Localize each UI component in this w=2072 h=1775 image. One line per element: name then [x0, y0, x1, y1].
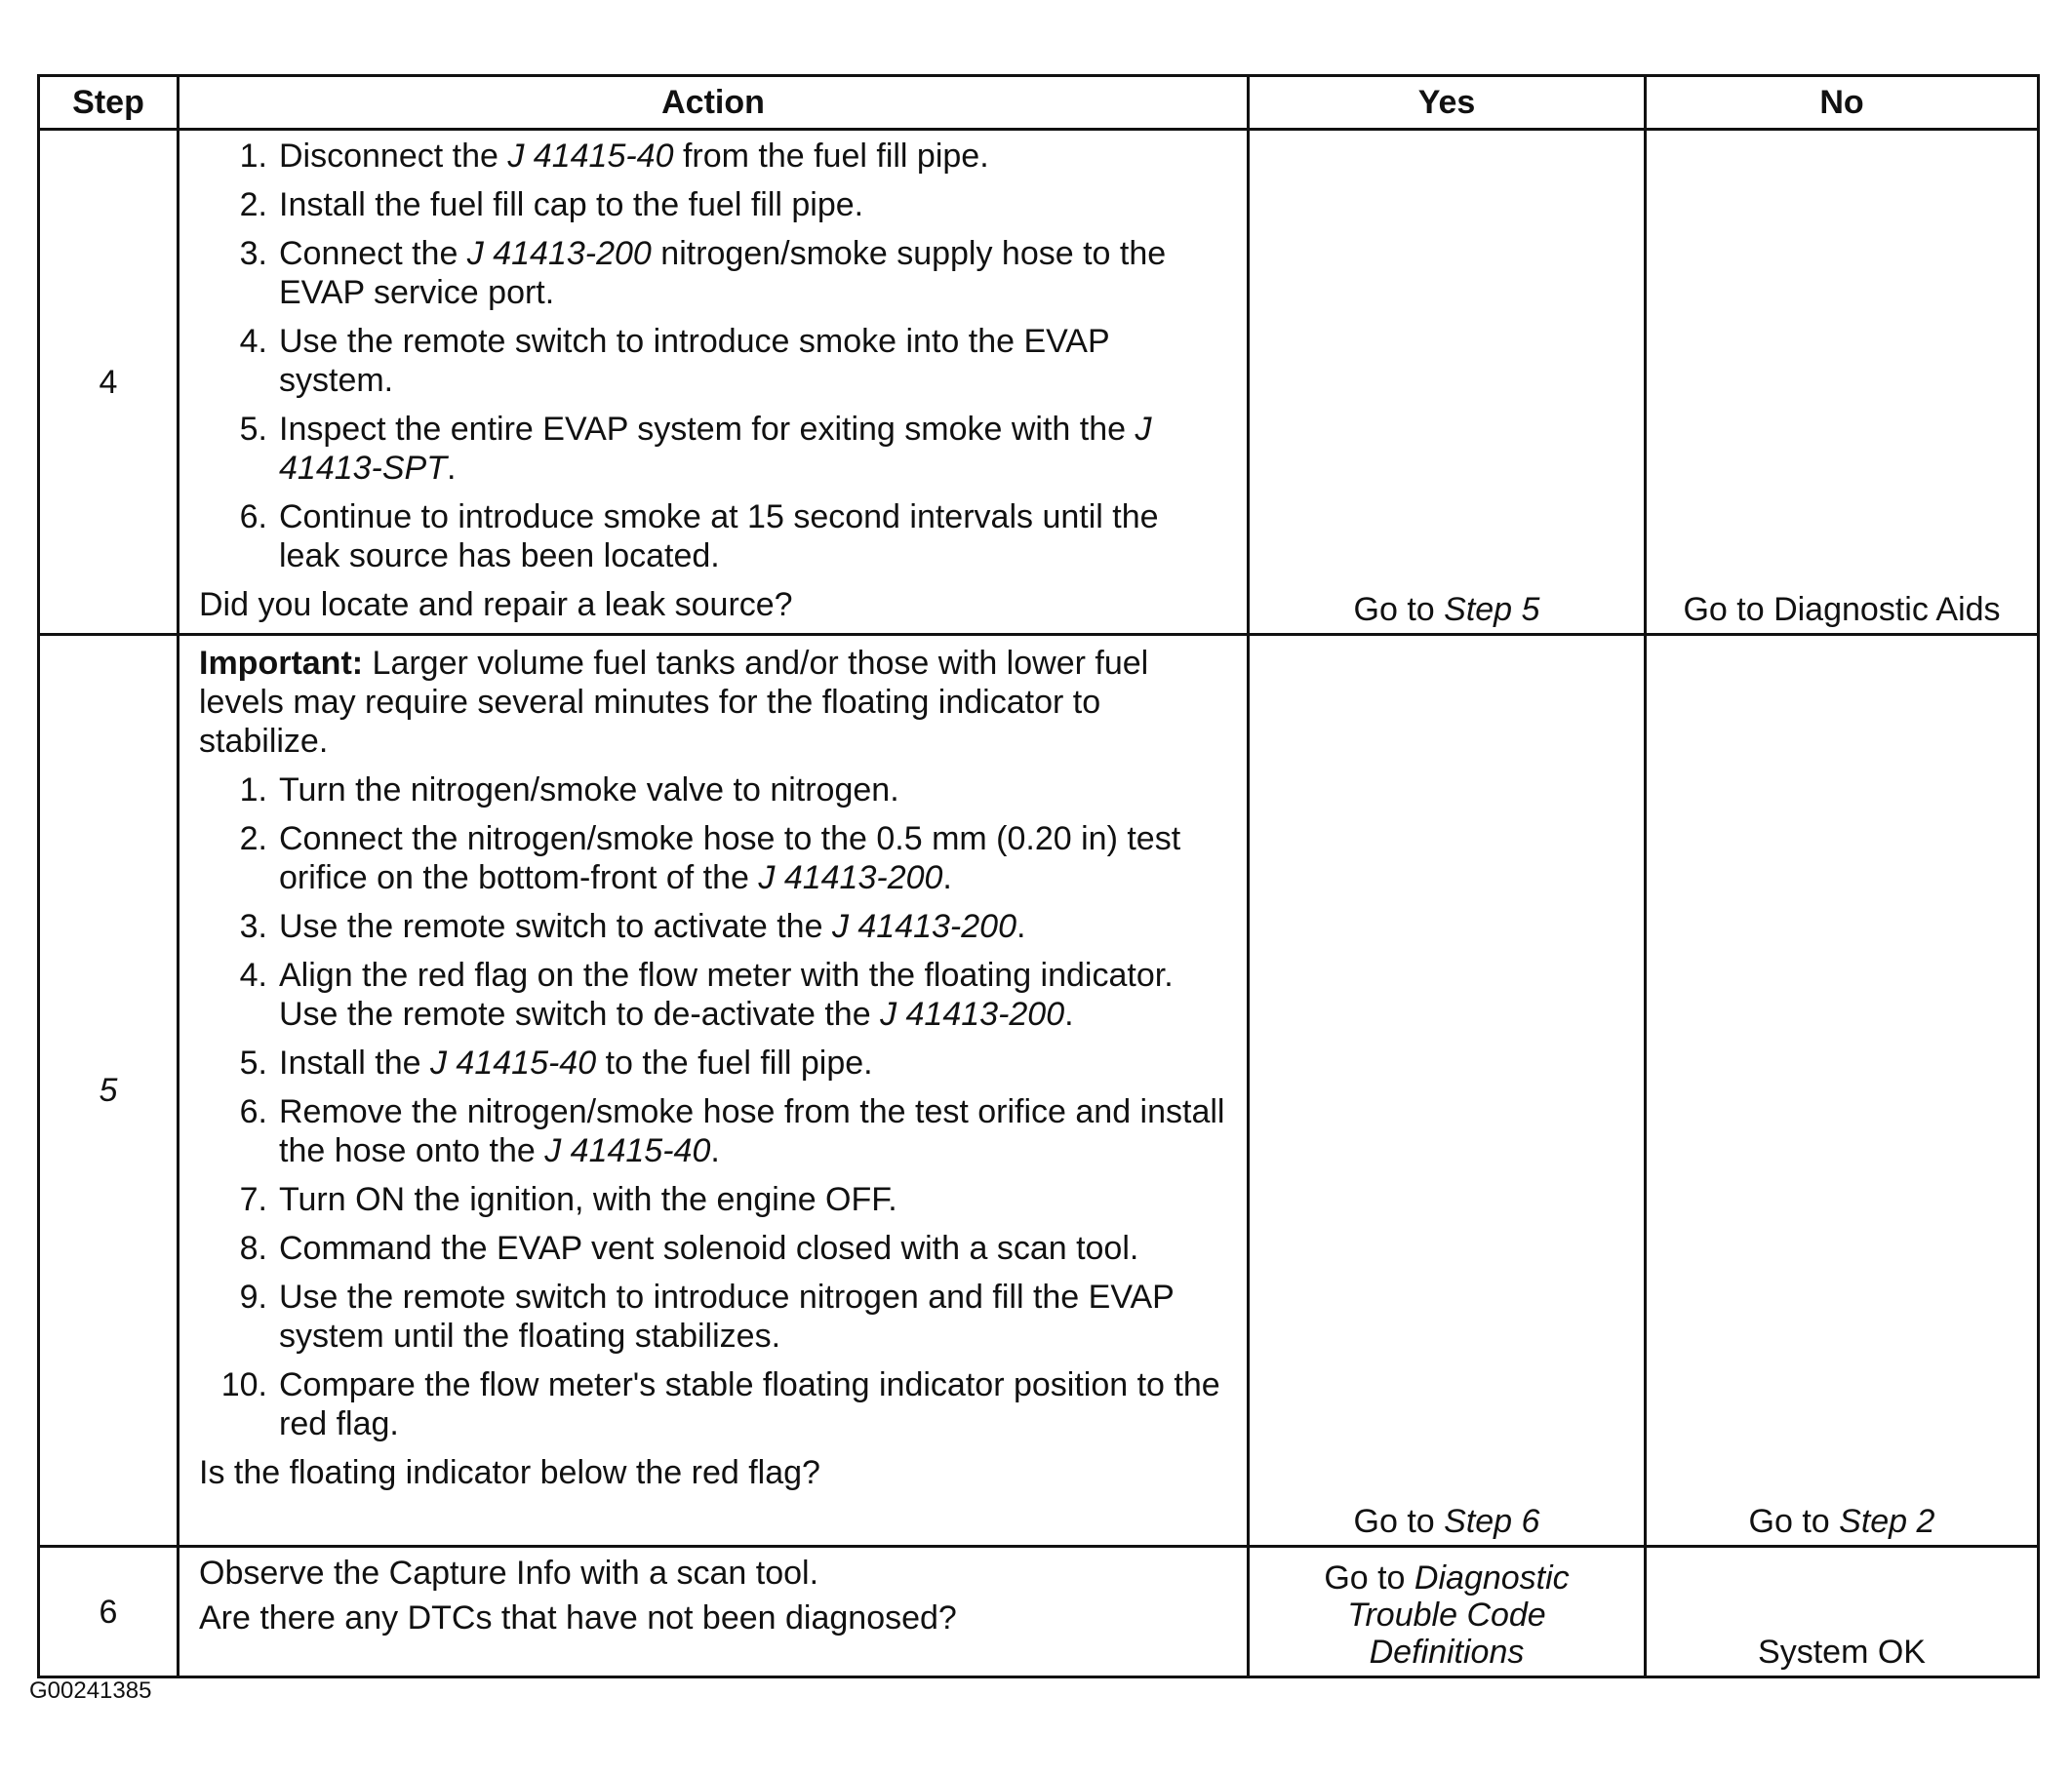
tool-reference: J 41415-40	[507, 138, 674, 175]
yes-cell: Go to Step 5	[1249, 130, 1646, 635]
list-item-number: 10.	[220, 1366, 267, 1403]
action-line: Observe the Capture Info with a scan tool.	[199, 1555, 819, 1592]
step-link[interactable]: Step 5	[1444, 591, 1540, 628]
header-action: Action	[179, 76, 1249, 130]
list-item: 6. Continue to introduce smoke at 15 second intervals until the leak source has been located.	[199, 497, 1227, 575]
header-step: Step	[39, 76, 179, 130]
list-item: 8. Command the EVAP vent solenoid closed with a scan tool.	[199, 1229, 1227, 1268]
list-item: 5. Inspect the entire EVAP system for exiting smoke with the J 41413-SPT.	[199, 410, 1227, 488]
list-item-number: 6.	[239, 1093, 267, 1130]
list-item: 1. Turn the nitrogen/smoke valve to nitrogen.	[199, 770, 1227, 809]
list-item: 3. Connect the J 41413-200 nitrogen/smoke supply hose to the EVAP service port.	[199, 234, 1227, 312]
list-item-number: 3.	[239, 908, 267, 945]
tool-reference: J 41413-200	[466, 235, 652, 272]
list-item: 10. Compare the flow meter's stable floating indicator position to the red flag.	[199, 1365, 1227, 1443]
list-item-number: 1.	[239, 771, 267, 809]
step-question: Did you locate and repair a leak source?	[199, 586, 793, 623]
list-item-number: 9.	[239, 1279, 267, 1316]
step-link[interactable]: Step 2	[1839, 1503, 1935, 1540]
action-list	[199, 770, 1227, 1443]
table-row-step-4	[39, 130, 2039, 635]
step-number: 5	[39, 635, 179, 1547]
tool-reference: J 41413-SPT	[279, 411, 1152, 487]
tool-reference: J 41415-40	[544, 1132, 711, 1169]
list-item: 2. Connect the nitrogen/smoke hose to the 0.5 mm (0.20 in) test orifice on the bottom-front of the J 41413-200.	[199, 819, 1227, 897]
yes-cell: Go to Diagnostic Trouble Code Definitions	[1249, 1547, 1646, 1677]
list-item-number: 8.	[239, 1230, 267, 1267]
step-number: 6	[39, 1547, 179, 1677]
list-item: 1. Disconnect the J 41415-40 from the fuel fill pipe.	[199, 137, 1227, 176]
list-item-number: 5.	[239, 1045, 267, 1082]
list-item-number: 3.	[239, 235, 267, 272]
diagnostic-table	[37, 74, 2040, 1678]
dtc-definitions-link[interactable]: Trouble Code	[1347, 1597, 1546, 1634]
list-item: 2. Install the fuel fill cap to the fuel fill pipe.	[199, 185, 1227, 224]
list-item-number: 4.	[239, 323, 267, 360]
figure-id: G00241385	[29, 1677, 152, 1704]
list-item: 4. Use the remote switch to introduce smoke into the EVAP system.	[199, 322, 1227, 400]
action-cell	[179, 130, 1249, 635]
list-item-number: 2.	[239, 186, 267, 223]
important-note: Important: Larger volume fuel tanks and/or those with lower fuel levels may require several minutes for the floating indicator to stabilize.	[199, 645, 1149, 760]
header-no: No	[1646, 76, 2039, 130]
list-item-number: 6.	[239, 498, 267, 535]
list-item: 4. Align the red flag on the flow meter with the floating indicator. Use the remote switch to de-activate the J 41413-200.	[199, 956, 1227, 1034]
step-question: Are there any DTCs that have not been diagnosed?	[199, 1599, 957, 1637]
table-row-step-5	[39, 635, 2039, 1547]
action-list	[199, 137, 1227, 575]
step-number: 4	[39, 130, 179, 635]
list-item: 9. Use the remote switch to introduce nitrogen and fill the EVAP system until the floating stabilizes.	[199, 1278, 1227, 1356]
no-cell: Go to Diagnostic Aids	[1646, 130, 2039, 635]
list-item-number: 7.	[239, 1181, 267, 1218]
no-cell: System OK	[1646, 1547, 2039, 1677]
table-row-step-6	[39, 1547, 2039, 1677]
step-question: Is the floating indicator below the red flag?	[199, 1454, 820, 1491]
table-header-row	[39, 76, 2039, 130]
tool-reference: J 41415-40	[429, 1045, 597, 1082]
list-item-number: 1.	[239, 138, 267, 175]
list-item: 6. Remove the nitrogen/smoke hose from the test orifice and install the hose onto the J 41415-40.	[199, 1092, 1227, 1170]
step-link[interactable]: Step 6	[1444, 1503, 1540, 1540]
tool-reference: J 41413-200	[831, 908, 1016, 945]
list-item-number: 4.	[239, 957, 267, 994]
list-item-number: 5.	[239, 411, 267, 448]
dtc-definitions-link[interactable]: Definitions	[1369, 1634, 1525, 1671]
tool-reference: J 41413-200	[758, 859, 943, 896]
header-yes: Yes	[1249, 76, 1646, 130]
important-label: Important:	[199, 645, 364, 682]
list-item: 7. Turn ON the ignition, with the engine OFF.	[199, 1180, 1227, 1219]
action-cell	[179, 1547, 1249, 1677]
dtc-definitions-link[interactable]: Diagnostic	[1414, 1559, 1570, 1597]
list-item: 3. Use the remote switch to activate the J 41413-200.	[199, 907, 1227, 946]
diagnostic-table-container	[37, 74, 2037, 1678]
list-item-number: 2.	[239, 820, 267, 857]
tool-reference: J 41413-200	[880, 996, 1065, 1033]
action-cell	[179, 635, 1249, 1547]
list-item: 5. Install the J 41415-40 to the fuel fill pipe.	[199, 1044, 1227, 1083]
no-cell: Go to Step 2	[1646, 635, 2039, 1547]
yes-cell: Go to Step 6	[1249, 635, 1646, 1547]
